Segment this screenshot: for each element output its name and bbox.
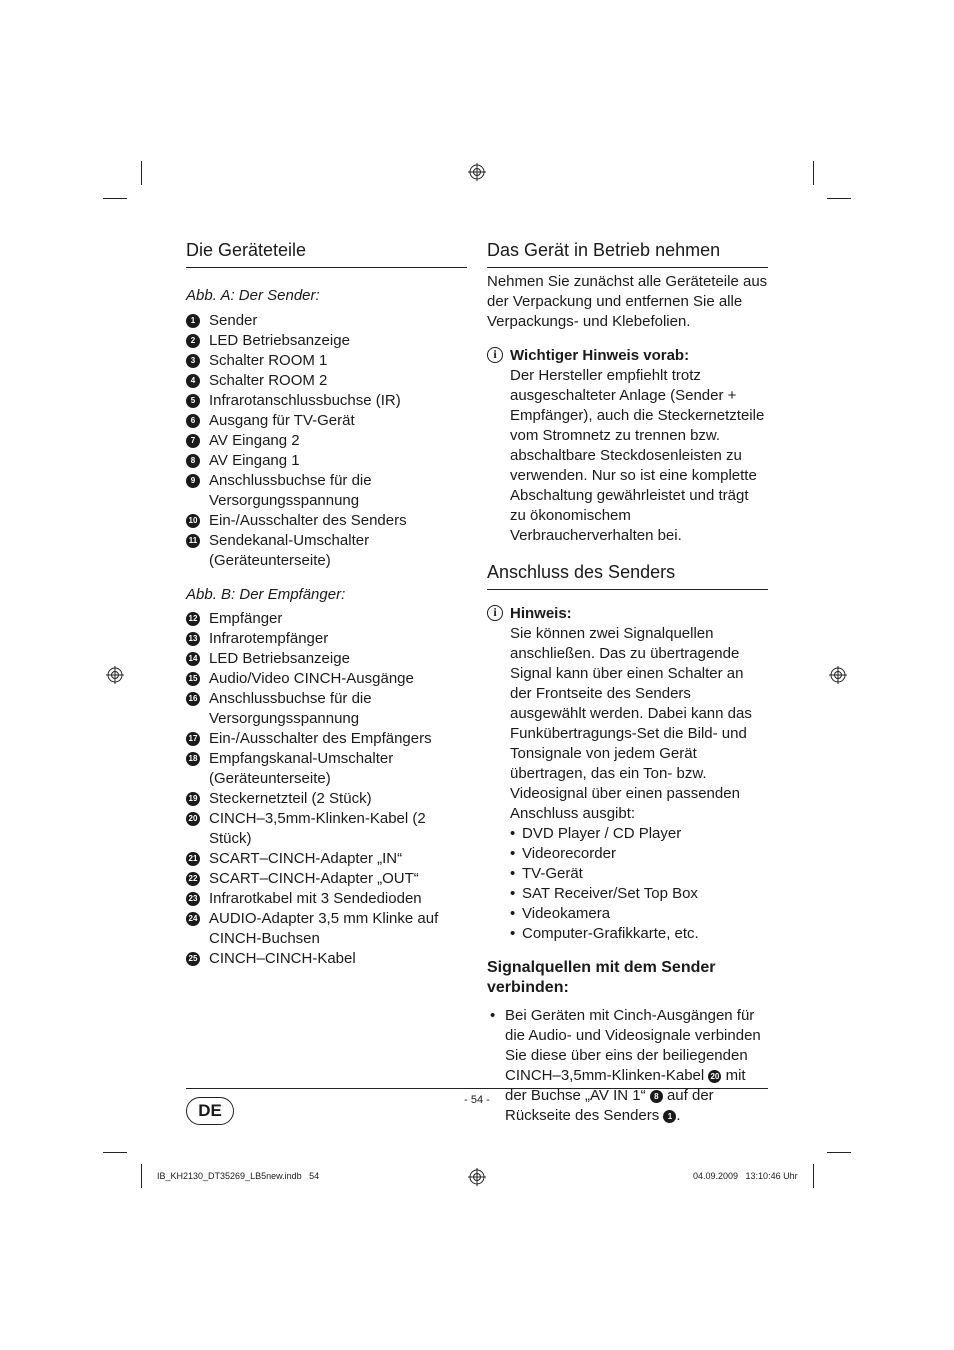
crop-mark — [813, 161, 814, 185]
note-title: Hinweis: — [510, 605, 572, 622]
list-item — [186, 789, 467, 809]
item-number: 19 — [186, 792, 200, 806]
list-item — [186, 391, 467, 411]
registration-mark-icon — [829, 666, 847, 684]
item-label: AV Eingang 1 — [209, 452, 300, 469]
item-number: 7 — [186, 434, 200, 448]
item-number: 10 — [186, 514, 200, 528]
note-body: Sie können zwei Signalquellen anschließen. Das zu übertragende Signal kann über einen Schalter an der Frontseite des Senders ausgewählt werden. Dabei kann das Funkübertragungs-Set die Bild- und Tonsignale von jedem Gerät übertragen, das ein Ton- bzw. Videosignal über einen passenden Anschluss ausgibt: — [510, 625, 752, 822]
figure-caption-b: Abb. B: Der Empfänger: — [186, 586, 346, 603]
item-number: 4 — [186, 374, 200, 388]
section-heading: Anschluss des Senders — [487, 562, 768, 590]
item-number: 14 — [186, 652, 200, 666]
info-icon: i — [487, 347, 503, 363]
list-item — [186, 689, 467, 729]
item-label: Ausgang für TV-Gerät — [209, 412, 355, 429]
item-label: LED Betriebsanzeige — [209, 650, 350, 667]
item-label: Ein-/Ausschalter des Senders — [209, 512, 407, 529]
list-item — [186, 649, 467, 669]
list-item — [186, 669, 467, 689]
signal-sources-list — [487, 824, 768, 944]
item-label: Infrarotanschlussbuchse (IR) — [209, 392, 401, 409]
item-number: 21 — [186, 852, 200, 866]
list-item — [186, 949, 467, 969]
list-item — [186, 889, 467, 909]
list-item — [186, 351, 467, 371]
registration-mark-icon — [106, 666, 124, 684]
item-label: Empfänger — [209, 610, 283, 627]
item-number: 23 — [186, 892, 200, 906]
item-label: SCART–CINCH-Adapter „OUT“ — [209, 870, 419, 887]
list-item — [186, 729, 467, 749]
section-heading: Das Gerät in Betrieb nehmen — [487, 240, 768, 268]
list-item — [186, 471, 467, 511]
item-number: 22 — [186, 872, 200, 886]
registration-mark-icon — [468, 1168, 486, 1186]
item-label: Anschlussbuchse für die Versorgungsspannung — [209, 690, 372, 727]
item-label: AV Eingang 2 — [209, 432, 300, 449]
list-item: • Bei Geräten mit Cinch-Ausgängen für die Audio- und Videosignale verbinden Sie diese über eins der beiliegenden CINCH–3,5mm-Klinken-Kabel 20 mit der Buchse „AV IN 1“ 8 auf der Rückseite des Senders 1 . — [487, 1006, 768, 1126]
list-item: • SAT Receiver/Set Top Box — [510, 884, 768, 904]
note-title: Wichtiger Hinweis vorab: — [510, 347, 690, 364]
list-item — [186, 431, 467, 451]
item-number: 20 — [186, 812, 200, 826]
item-label: CINCH–3,5mm-Klinken-Kabel (2 Stück) — [209, 810, 426, 847]
item-label: Schalter ROOM 2 — [209, 372, 328, 389]
item-label: Infrarotkabel mit 3 Sendedioden — [209, 890, 422, 907]
list-item: • Videorecorder — [510, 844, 768, 864]
item-label: Sender — [209, 312, 258, 329]
item-label: LED Betriebsanzeige — [209, 332, 350, 349]
page-number: - 54 - — [464, 1094, 490, 1106]
item-label: Sendekanal-Umschalter (Geräteunterseite) — [209, 532, 370, 569]
list-item — [186, 511, 467, 531]
list-item — [186, 909, 467, 949]
item-number: 11 — [186, 534, 200, 548]
parts-list-sender — [186, 311, 467, 571]
section-heading: Die Geräteteile — [186, 240, 467, 268]
print-timestamp: 04.09.2009 13:10:46 Uhr — [693, 1171, 798, 1181]
crop-mark — [141, 1164, 142, 1188]
list-item — [186, 411, 467, 431]
reference-number: 1 — [663, 1110, 676, 1123]
parts-list-receiver — [186, 609, 467, 969]
list-item: • DVD Player / CD Player — [510, 824, 768, 844]
list-item — [186, 849, 467, 869]
item-number: 6 — [186, 414, 200, 428]
figure-caption-a: Abb. A: Der Sender: — [186, 287, 320, 304]
reference-number: 8 — [650, 1090, 663, 1103]
note-heading — [487, 604, 768, 624]
item-label: Infrarotempfänger — [209, 630, 329, 647]
registration-mark-icon — [468, 163, 486, 181]
list-item — [186, 609, 467, 629]
crop-mark — [103, 1152, 127, 1153]
list-item — [186, 451, 467, 471]
intro-paragraph: Nehmen Sie zunächst alle Geräteteile aus der Verpackung und entfernen Sie alle Verpackungs- und Klebefolien. — [487, 273, 768, 330]
item-number: 25 — [186, 952, 200, 966]
item-label: Schalter ROOM 1 — [209, 352, 328, 369]
item-number: 1 — [186, 314, 200, 328]
item-label: Audio/Video CINCH-Ausgänge — [209, 670, 414, 687]
item-label: SCART–CINCH-Adapter „IN“ — [209, 850, 403, 867]
list-item — [186, 331, 467, 351]
crop-mark — [827, 1152, 851, 1153]
item-number: 16 — [186, 692, 200, 706]
list-item — [186, 629, 467, 649]
list-item: • TV-Gerät — [510, 864, 768, 884]
item-number: 3 — [186, 354, 200, 368]
item-number: 2 — [186, 334, 200, 348]
item-number: 5 — [186, 394, 200, 408]
item-number: 8 — [186, 454, 200, 468]
right-column — [487, 240, 768, 1126]
list-item: • Videokamera — [510, 904, 768, 924]
list-item — [186, 809, 467, 849]
list-item: • Computer-Grafikkarte, etc. — [510, 924, 768, 944]
item-number: 13 — [186, 632, 200, 646]
note-body: Der Hersteller empfiehlt trotz ausgeschalteter Anlage (Sender + Empfänger), auch die Steckernetzteile vom Stromnetz zu trennen bzw. abschaltbare Steckdosenleisten zu verwenden. Nur so ist eine komplette Abschaltung gewährleistet und trägt zu ökonomischem Verbraucherverhalten bei. — [510, 367, 765, 544]
item-label: AUDIO-Adapter 3,5 mm Klinke auf CINCH-Buchsen — [209, 910, 439, 947]
item-number: 24 — [186, 912, 200, 926]
left-column — [186, 240, 467, 969]
crop-mark — [103, 198, 127, 199]
item-label: Steckernetzteil (2 Stück) — [209, 790, 372, 807]
file-info: IB_KH2130_DT35269_LB5new.indb 54 — [157, 1171, 320, 1181]
reference-number: 20 — [708, 1070, 721, 1083]
steps-list — [487, 1006, 768, 1126]
list-item — [186, 531, 467, 571]
item-number: 9 — [186, 474, 200, 488]
list-item — [186, 371, 467, 391]
list-item — [186, 869, 467, 889]
crop-mark — [827, 198, 851, 199]
language-badge: DE — [186, 1097, 234, 1125]
item-label: Anschlussbuchse für die Versorgungsspannung — [209, 472, 372, 509]
note-heading — [487, 346, 768, 366]
crop-mark — [141, 161, 142, 185]
item-label: CINCH–CINCH-Kabel — [209, 950, 356, 967]
item-label: Empfangskanal-Umschalter (Geräteunterseite) — [209, 750, 394, 787]
item-number: 17 — [186, 732, 200, 746]
item-number: 15 — [186, 672, 200, 686]
item-number: 12 — [186, 612, 200, 626]
item-number: 18 — [186, 752, 200, 766]
item-label: Ein-/Ausschalter des Empfängers — [209, 730, 432, 747]
info-icon: i — [487, 605, 503, 621]
list-item — [186, 749, 467, 789]
list-item — [186, 311, 467, 331]
subsection-heading: Signalquellen mit dem Sender verbinden: — [487, 959, 716, 996]
footer-rule — [186, 1088, 768, 1089]
crop-mark — [813, 1164, 814, 1188]
